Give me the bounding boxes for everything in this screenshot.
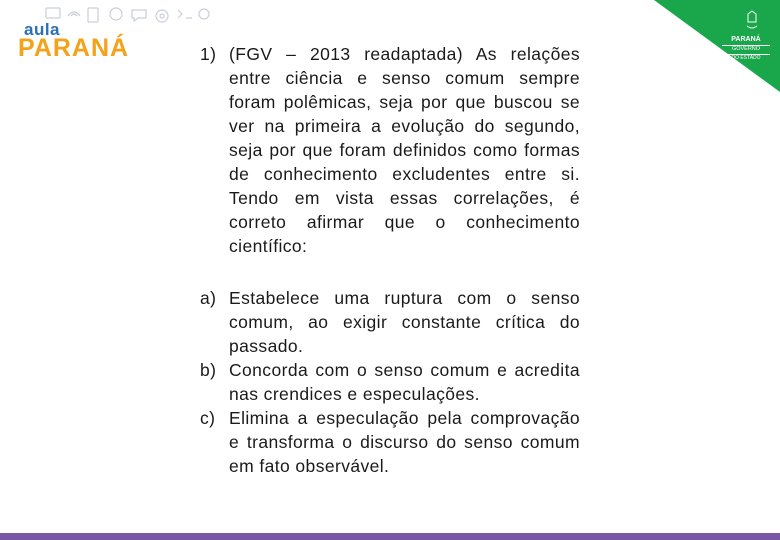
logo-aula-text: aula <box>24 20 61 39</box>
option-marker: b) <box>200 360 217 380</box>
question-stem <box>200 42 580 258</box>
option-c <box>200 406 580 478</box>
seal-line-3: DO ESTADO <box>731 54 761 61</box>
option-b <box>200 358 580 406</box>
seal-line-1: PARANÁ <box>731 36 761 43</box>
question-content <box>200 42 580 478</box>
question-number: 1) <box>200 44 217 64</box>
option-text: Concorda com o senso comum e acredita nas crendices e especulações. <box>229 360 580 404</box>
option-marker: a) <box>200 288 217 308</box>
answer-options <box>200 286 580 478</box>
logo-parana-text: PARANÁ <box>18 34 130 62</box>
option-text: Elimina a especulação pela comprovação e transforma o discurso do senso comum em fato observável. <box>229 408 580 476</box>
option-text: Estabelece uma ruptura com o senso comum, ao exigir constante crítica do passado. <box>229 288 580 356</box>
option-a <box>200 286 580 358</box>
question-text: (FGV – 2013 readaptada) As relações entre ciência e senso comum sempre foram polêmicas, seja por que buscou se ver na primeira a evolução do segundo, seja por que foram definidos como formas de conhecimento excludentes entre si. Tendo em vista essas correlações, é correto afirmar que o conhecimento científico: <box>229 44 580 256</box>
government-seal <box>654 0 780 92</box>
bottom-color-bar <box>0 533 780 540</box>
option-marker: c) <box>200 408 216 428</box>
aula-parana-logo <box>14 6 204 62</box>
education-doodle-icons <box>44 6 214 36</box>
seal-line-2: GOVERNO <box>722 45 770 55</box>
